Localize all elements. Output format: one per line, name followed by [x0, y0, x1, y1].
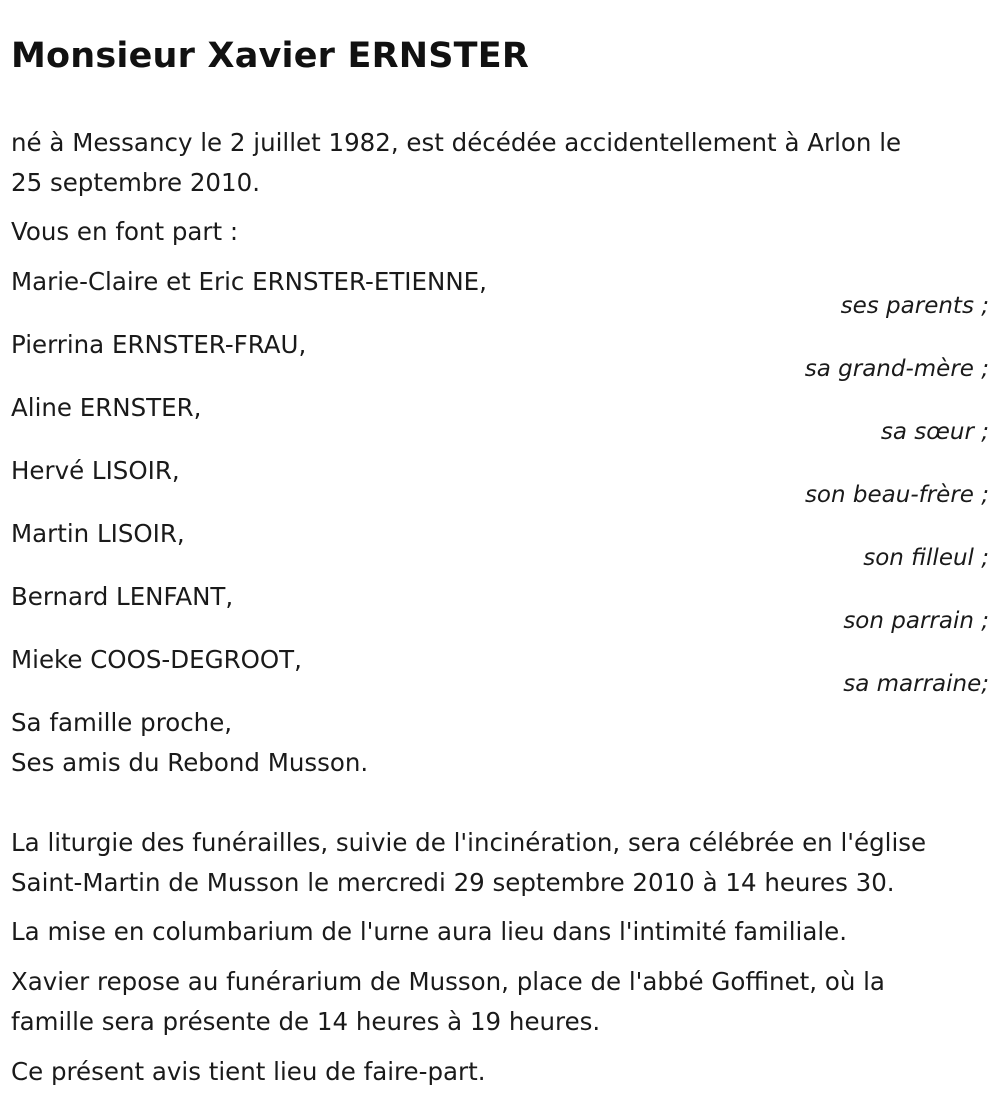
intro-text: Vous en font part : — [11, 217, 239, 246]
family-relation: ses parents ; — [840, 293, 989, 319]
columbarium-text: La mise en columbarium de l'urne aura lieu dans l'intimité familiale. — [11, 917, 848, 946]
liturgy-line-2: Saint-Martin de Musson le mercredi 29 septembre 2010 à 14 heures 30. — [11, 868, 895, 897]
page-title: Monsieur Xavier ERNSTER — [11, 36, 530, 76]
family-relation: son filleul ; — [863, 545, 989, 571]
birth-line-1: né à Messancy le 2 juillet 1982, est décédée accidentellement à Arlon le — [11, 128, 902, 157]
closing-text: Ce présent avis tient lieu de faire-part. — [11, 1057, 486, 1086]
funerarium-line-2: famille sera présente de 14 heures à 19 heures. — [11, 1007, 601, 1036]
liturgy-line-1: La liturgie des funérailles, suivie de l'incinération, sera célébrée en l'église — [11, 828, 927, 857]
family-name: Marie-Claire et Eric ERNSTER-ETIENNE, — [11, 267, 487, 296]
family-name: Bernard LENFANT, — [11, 582, 234, 611]
family-name: Mieke COOS-DEGROOT, — [11, 645, 302, 674]
family-relation: son beau-frère ; — [804, 482, 989, 508]
family-name: Aline ERNSTER, — [11, 393, 202, 422]
family-name: Pierrina ERNSTER-FRAU, — [11, 330, 307, 359]
family-relation: sa grand-mère ; — [804, 356, 989, 382]
funerarium-line-1: Xavier repose au funérarium de Musson, place de l'abbé Goffinet, où la — [11, 967, 885, 996]
family-relation: son parrain ; — [843, 608, 989, 634]
close-family-text: Sa famille proche, — [11, 708, 233, 737]
birth-line-2: 25 septembre 2010. — [11, 168, 260, 197]
family-name: Martin LISOIR, — [11, 519, 185, 548]
family-relation: sa sœur ; — [880, 419, 989, 445]
friends-text: Ses amis du Rebond Musson. — [11, 748, 369, 777]
family-name: Hervé LISOIR, — [11, 456, 180, 485]
family-relation: sa marraine; — [843, 671, 989, 697]
